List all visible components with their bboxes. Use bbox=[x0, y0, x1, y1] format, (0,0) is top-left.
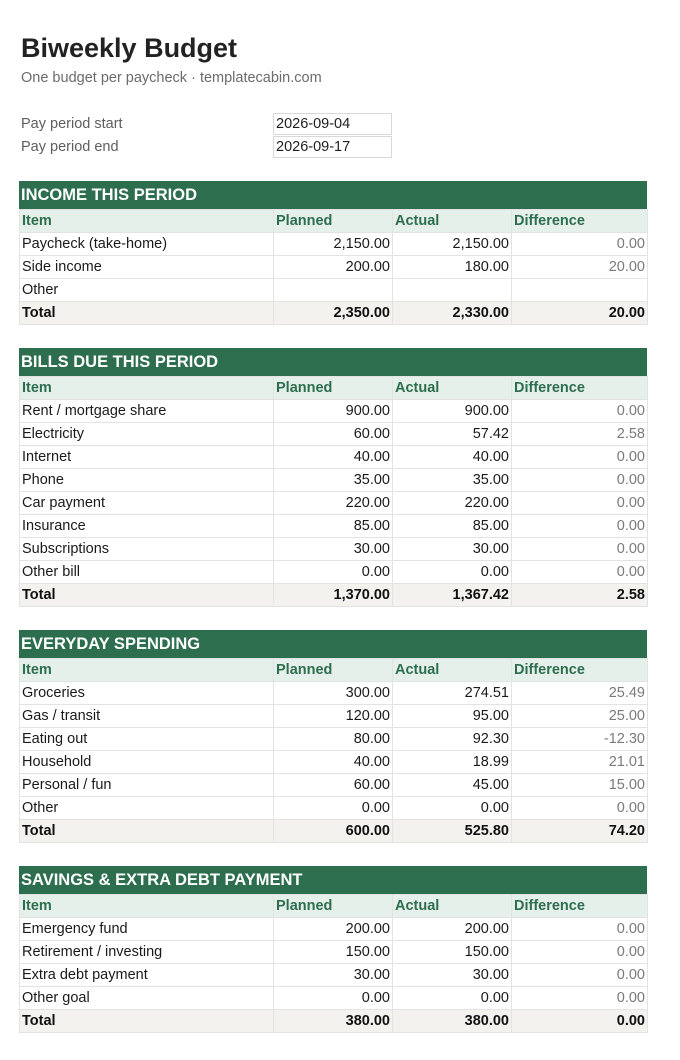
item-cell: Side income bbox=[20, 256, 274, 279]
column-header-planned: Planned bbox=[274, 895, 393, 918]
actual-cell[interactable]: 150.00 bbox=[393, 941, 512, 964]
item-cell: Retirement / investing bbox=[20, 941, 274, 964]
total-row bbox=[20, 820, 648, 843]
actual-cell[interactable]: 274.51 bbox=[393, 682, 512, 705]
column-header-item: Item bbox=[20, 377, 274, 400]
actual-cell[interactable]: 92.30 bbox=[393, 728, 512, 751]
planned-cell[interactable]: 40.00 bbox=[274, 751, 393, 774]
actual-cell[interactable]: 0.00 bbox=[393, 797, 512, 820]
column-header-row bbox=[20, 377, 648, 400]
table-row bbox=[20, 941, 648, 964]
planned-cell[interactable]: 220.00 bbox=[274, 492, 393, 515]
table-row bbox=[20, 469, 648, 492]
table-row bbox=[20, 797, 648, 820]
budget-table bbox=[19, 894, 648, 1033]
item-cell: Emergency fund bbox=[20, 918, 274, 941]
section-everyday-spending bbox=[19, 630, 647, 843]
actual-cell[interactable]: 85.00 bbox=[393, 515, 512, 538]
difference-cell: 0.00 bbox=[512, 400, 648, 423]
total-row bbox=[20, 584, 648, 607]
total-label: Total bbox=[20, 302, 274, 325]
difference-cell bbox=[512, 279, 648, 302]
item-cell: Subscriptions bbox=[20, 538, 274, 561]
column-header-row bbox=[20, 659, 648, 682]
planned-cell[interactable]: 900.00 bbox=[274, 400, 393, 423]
planned-cell[interactable]: 60.00 bbox=[274, 423, 393, 446]
table-row bbox=[20, 561, 648, 584]
difference-cell: 0.00 bbox=[512, 233, 648, 256]
table-row bbox=[20, 728, 648, 751]
item-cell: Electricity bbox=[20, 423, 274, 446]
item-cell: Personal / fun bbox=[20, 774, 274, 797]
total-difference: 0.00 bbox=[512, 1010, 648, 1033]
total-actual: 2,330.00 bbox=[393, 302, 512, 325]
item-cell: Internet bbox=[20, 446, 274, 469]
pay-period-start-field[interactable]: 2026-09-04 bbox=[273, 113, 392, 135]
item-cell: Extra debt payment bbox=[20, 964, 274, 987]
total-difference: 20.00 bbox=[512, 302, 648, 325]
total-row bbox=[20, 302, 648, 325]
difference-cell: 25.00 bbox=[512, 705, 648, 728]
column-header-difference: Difference bbox=[512, 377, 648, 400]
difference-cell: 0.00 bbox=[512, 797, 648, 820]
section-title: EVERYDAY SPENDING bbox=[19, 630, 647, 658]
section-title: SAVINGS & EXTRA DEBT PAYMENT bbox=[19, 866, 647, 894]
actual-cell[interactable]: 57.42 bbox=[393, 423, 512, 446]
actual-cell[interactable] bbox=[393, 279, 512, 302]
actual-cell[interactable]: 18.99 bbox=[393, 751, 512, 774]
section-bills-due-this-period bbox=[19, 348, 647, 607]
planned-cell[interactable]: 2,150.00 bbox=[274, 233, 393, 256]
actual-cell[interactable]: 30.00 bbox=[393, 538, 512, 561]
total-label: Total bbox=[20, 820, 274, 843]
actual-cell[interactable]: 180.00 bbox=[393, 256, 512, 279]
table-row bbox=[20, 964, 648, 987]
pay-period-start-label: Pay period start bbox=[21, 116, 123, 132]
page-subtitle: One budget per paycheck · templatecabin.com bbox=[21, 70, 322, 86]
planned-cell[interactable]: 40.00 bbox=[274, 446, 393, 469]
section-income-this-period bbox=[19, 181, 647, 325]
table-row bbox=[20, 423, 648, 446]
table-row bbox=[20, 233, 648, 256]
difference-cell: 0.00 bbox=[512, 561, 648, 584]
column-header-actual: Actual bbox=[393, 210, 512, 233]
difference-cell: 0.00 bbox=[512, 987, 648, 1010]
pay-period-end-label: Pay period end bbox=[21, 139, 119, 155]
table-row bbox=[20, 918, 648, 941]
actual-cell[interactable]: 2,150.00 bbox=[393, 233, 512, 256]
column-header-actual: Actual bbox=[393, 377, 512, 400]
difference-cell: 20.00 bbox=[512, 256, 648, 279]
planned-cell[interactable]: 200.00 bbox=[274, 256, 393, 279]
difference-cell: 0.00 bbox=[512, 941, 648, 964]
column-header-actual: Actual bbox=[393, 895, 512, 918]
column-header-row bbox=[20, 210, 648, 233]
planned-cell[interactable]: 85.00 bbox=[274, 515, 393, 538]
difference-cell: 25.49 bbox=[512, 682, 648, 705]
planned-cell[interactable]: 0.00 bbox=[274, 561, 393, 584]
planned-cell[interactable]: 300.00 bbox=[274, 682, 393, 705]
actual-cell[interactable]: 95.00 bbox=[393, 705, 512, 728]
column-header-difference: Difference bbox=[512, 659, 648, 682]
actual-cell[interactable]: 40.00 bbox=[393, 446, 512, 469]
budget-table bbox=[19, 209, 648, 325]
planned-cell[interactable]: 35.00 bbox=[274, 469, 393, 492]
table-row bbox=[20, 400, 648, 423]
total-actual: 1,367.42 bbox=[393, 584, 512, 607]
item-cell: Car payment bbox=[20, 492, 274, 515]
item-cell: Groceries bbox=[20, 682, 274, 705]
column-header-difference: Difference bbox=[512, 210, 648, 233]
difference-cell: -12.30 bbox=[512, 728, 648, 751]
table-row bbox=[20, 751, 648, 774]
table-row bbox=[20, 987, 648, 1010]
total-label: Total bbox=[20, 584, 274, 607]
table-row bbox=[20, 446, 648, 469]
column-header-row bbox=[20, 895, 648, 918]
item-cell: Other bill bbox=[20, 561, 274, 584]
table-row bbox=[20, 682, 648, 705]
pay-period-end-field[interactable]: 2026-09-17 bbox=[273, 136, 392, 158]
difference-cell: 0.00 bbox=[512, 492, 648, 515]
table-row bbox=[20, 492, 648, 515]
item-cell: Other bbox=[20, 279, 274, 302]
difference-cell: 0.00 bbox=[512, 469, 648, 492]
planned-cell[interactable]: 30.00 bbox=[274, 538, 393, 561]
difference-cell: 0.00 bbox=[512, 446, 648, 469]
difference-cell: 0.00 bbox=[512, 964, 648, 987]
actual-cell[interactable]: 220.00 bbox=[393, 492, 512, 515]
total-actual: 525.80 bbox=[393, 820, 512, 843]
budget-table bbox=[19, 376, 648, 607]
item-cell: Eating out bbox=[20, 728, 274, 751]
difference-cell: 0.00 bbox=[512, 515, 648, 538]
actual-cell[interactable]: 0.00 bbox=[393, 561, 512, 584]
actual-cell[interactable]: 45.00 bbox=[393, 774, 512, 797]
total-difference: 74.20 bbox=[512, 820, 648, 843]
item-cell: Gas / transit bbox=[20, 705, 274, 728]
planned-cell[interactable]: 200.00 bbox=[274, 918, 393, 941]
planned-cell[interactable]: 60.00 bbox=[274, 774, 393, 797]
column-header-item: Item bbox=[20, 659, 274, 682]
total-label: Total bbox=[20, 1010, 274, 1033]
page-title: Biweekly Budget bbox=[21, 33, 238, 63]
planned-cell[interactable]: 80.00 bbox=[274, 728, 393, 751]
planned-cell[interactable]: 120.00 bbox=[274, 705, 393, 728]
actual-cell[interactable]: 0.00 bbox=[393, 987, 512, 1010]
total-planned: 2,350.00 bbox=[274, 302, 393, 325]
actual-cell[interactable]: 200.00 bbox=[393, 918, 512, 941]
total-planned: 1,370.00 bbox=[274, 584, 393, 607]
column-header-item: Item bbox=[20, 895, 274, 918]
item-cell: Paycheck (take-home) bbox=[20, 233, 274, 256]
actual-cell[interactable]: 900.00 bbox=[393, 400, 512, 423]
difference-cell: 0.00 bbox=[512, 538, 648, 561]
section-title: INCOME THIS PERIOD bbox=[19, 181, 647, 209]
table-row bbox=[20, 256, 648, 279]
total-actual: 380.00 bbox=[393, 1010, 512, 1033]
planned-cell[interactable]: 150.00 bbox=[274, 941, 393, 964]
difference-cell: 0.00 bbox=[512, 918, 648, 941]
table-row bbox=[20, 279, 648, 302]
column-header-actual: Actual bbox=[393, 659, 512, 682]
planned-cell[interactable]: 0.00 bbox=[274, 987, 393, 1010]
table-row bbox=[20, 515, 648, 538]
column-header-planned: Planned bbox=[274, 210, 393, 233]
planned-cell[interactable]: 0.00 bbox=[274, 797, 393, 820]
column-header-difference: Difference bbox=[512, 895, 648, 918]
item-cell: Other goal bbox=[20, 987, 274, 1010]
item-cell: Insurance bbox=[20, 515, 274, 538]
total-planned: 380.00 bbox=[274, 1010, 393, 1033]
difference-cell: 15.00 bbox=[512, 774, 648, 797]
total-row bbox=[20, 1010, 648, 1033]
table-row bbox=[20, 538, 648, 561]
item-cell: Household bbox=[20, 751, 274, 774]
planned-cell[interactable] bbox=[274, 279, 393, 302]
section-savings-extra-debt-payment bbox=[19, 866, 647, 1033]
column-header-item: Item bbox=[20, 210, 274, 233]
total-planned: 600.00 bbox=[274, 820, 393, 843]
item-cell: Rent / mortgage share bbox=[20, 400, 274, 423]
table-row bbox=[20, 774, 648, 797]
item-cell: Other bbox=[20, 797, 274, 820]
actual-cell[interactable]: 35.00 bbox=[393, 469, 512, 492]
section-title: BILLS DUE THIS PERIOD bbox=[19, 348, 647, 376]
budget-table bbox=[19, 658, 648, 843]
planned-cell[interactable]: 30.00 bbox=[274, 964, 393, 987]
item-cell: Phone bbox=[20, 469, 274, 492]
actual-cell[interactable]: 30.00 bbox=[393, 964, 512, 987]
total-difference: 2.58 bbox=[512, 584, 648, 607]
table-row bbox=[20, 705, 648, 728]
column-header-planned: Planned bbox=[274, 377, 393, 400]
column-header-planned: Planned bbox=[274, 659, 393, 682]
difference-cell: 2.58 bbox=[512, 423, 648, 446]
difference-cell: 21.01 bbox=[512, 751, 648, 774]
